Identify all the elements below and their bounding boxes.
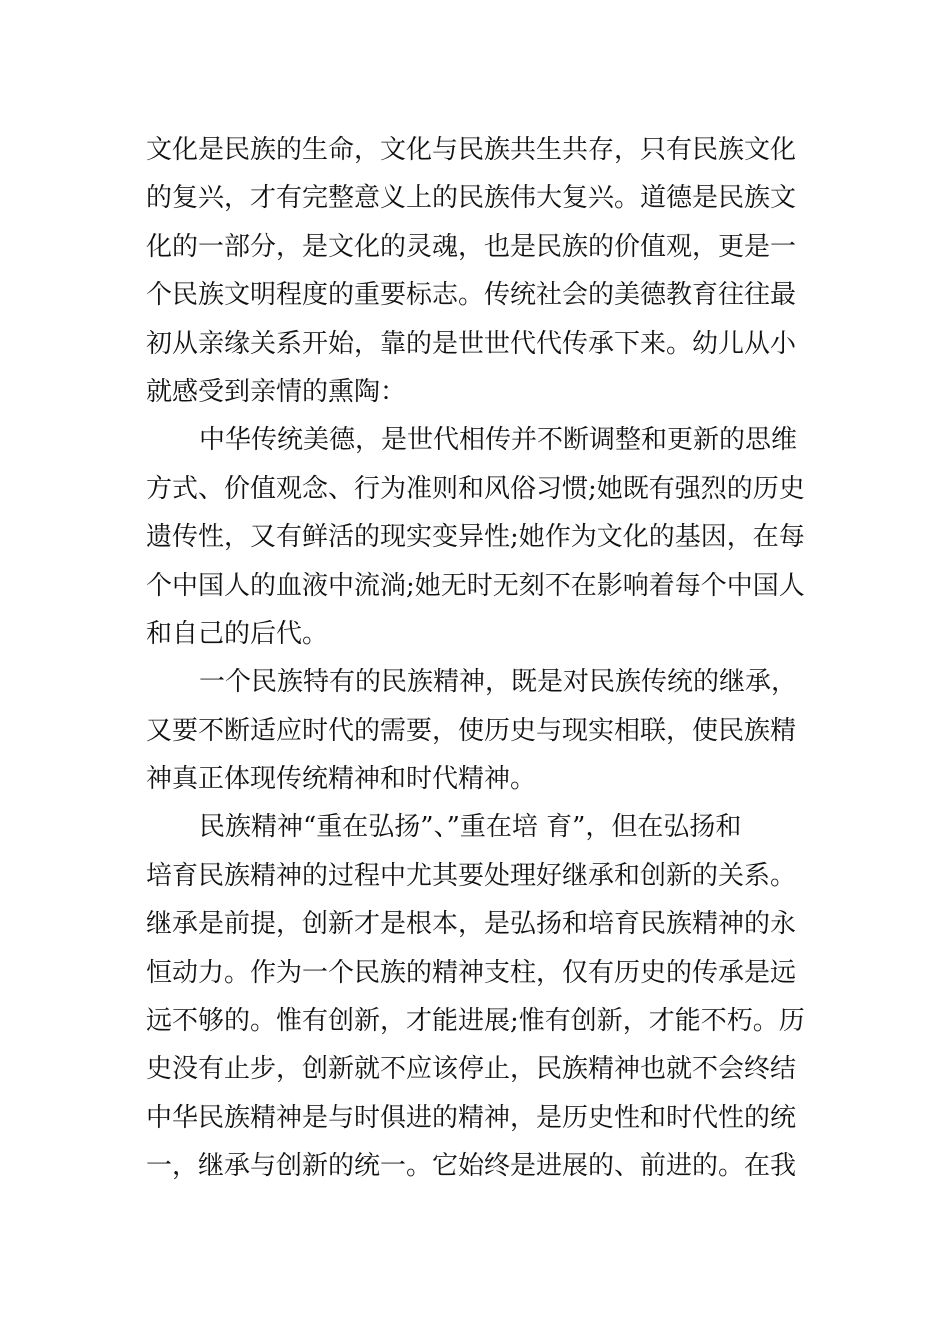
text-line: 又要不断适应时代的需要，使历史与现实相联，使民族精 bbox=[146, 715, 797, 746]
text-line: 培育民族精神的过程中尤其要处理好继承和创新的关系。 bbox=[146, 860, 797, 891]
paragraph-first-line: 中华传统美德，是世代相传并不断调整和更新的思维 bbox=[199, 425, 798, 456]
text-line: 方式、价值观念、行为准则和风俗习惯;她既有强烈的历史 bbox=[146, 473, 805, 504]
document-body bbox=[146, 126, 826, 1191]
text-line: 就感受到亲情的熏陶： bbox=[146, 376, 407, 407]
text-line: 个民族文明程度的重要标志。传统社会的美德教育往往最 bbox=[146, 280, 797, 311]
text-line: 文化是民族的生命，文化与民族共生共存，只有民族文化 bbox=[146, 135, 797, 165]
text-line: 的复兴，才有完整意义上的民族伟大复兴。道德是民族文 bbox=[146, 183, 797, 214]
text-line: 恒动力。作为一个民族的精神支柱，仅有历史的传承是远 bbox=[146, 957, 797, 988]
text-line: 和自己的后代。 bbox=[146, 618, 329, 649]
text-line: 史没有止步，创新就不应该停止，民族精神也就不会终结 bbox=[146, 1054, 797, 1085]
text-line: 个中国人的血液中流淌;她无时无刻不在影响着每个中国人 bbox=[146, 570, 805, 601]
text-line: 化的一部分，是文化的灵魂，也是民族的价值观，更是一 bbox=[146, 231, 797, 262]
text-line: 远不够的。惟有创新，才能进展;惟有创新，才能不朽。历 bbox=[146, 1006, 805, 1037]
text-line: 初从亲缘关系开始，靠的是世世代代传承下来。幼儿从小 bbox=[146, 328, 797, 359]
paragraph-first-line: 一个民族特有的民族精神，既是对民族传统的继承， bbox=[199, 667, 798, 698]
paragraph-first-line: 民族精神“重在弘扬”、”重在培 育”，但在弘扬和 bbox=[199, 812, 742, 843]
text-line: 中华民族精神是与时俱进的精神，是历史性和时代性的统 bbox=[146, 1102, 797, 1133]
text-line: 遗传性，又有鲜活的现实变异性;她作为文化的基因，在每 bbox=[146, 522, 805, 553]
text-line: 神真正体现传统精神和时代精神。 bbox=[146, 764, 537, 795]
text-line: 继承是前提，创新才是根本，是弘扬和培育民族精神的永 bbox=[146, 909, 797, 940]
text-line: 一，继承与创新的统一。它始终是进展的、前进的。在我 bbox=[146, 1151, 797, 1182]
